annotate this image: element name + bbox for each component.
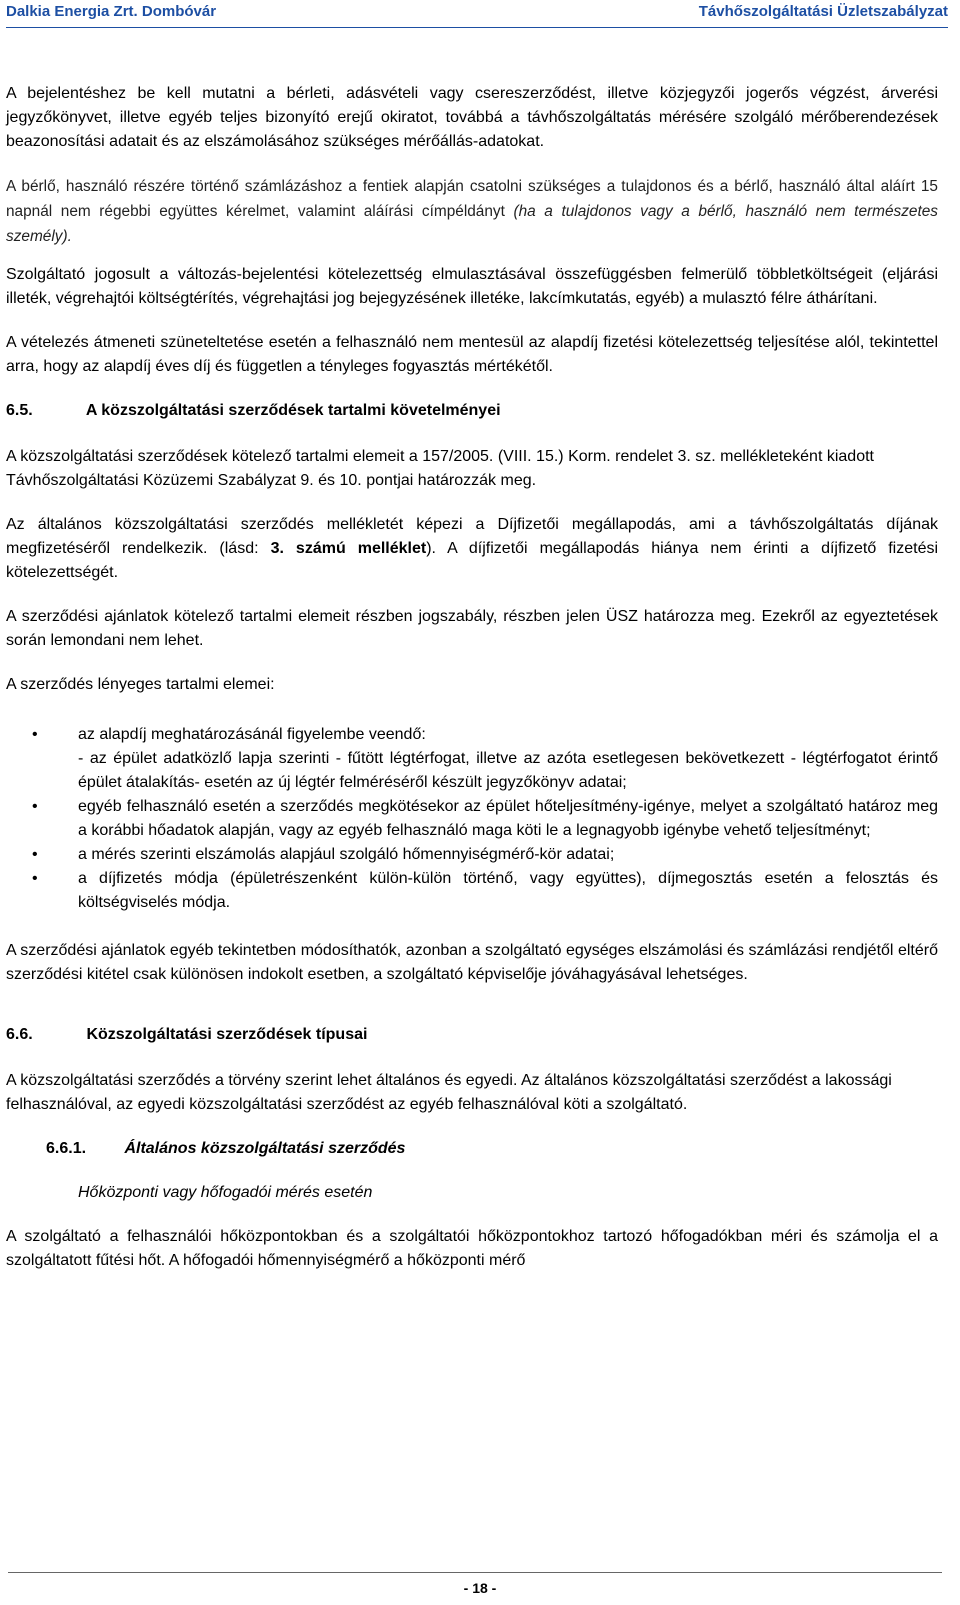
section-number: 6.5. [6, 402, 33, 419]
page-number: - 18 - [463, 1580, 497, 1596]
section-title: Általános közszolgáltatási szerződés [124, 1140, 406, 1157]
payer-agreement-text: Az általános közszolgáltatási szerződés mellékletét képezi a Díjfizetői megállapodás, ami a távhőszolgáltatás díjának megfizetéséről rendelkezik. (lásd: [6, 516, 938, 557]
section-6-6-1-heading [46, 1137, 938, 1161]
bullet-icon: • [32, 798, 38, 815]
bullet-icon: • [32, 870, 38, 887]
list-item-text: egyéb felhasználó esetén a szerződés megkötésekor az épület hőteljesítmény-igénye, melyet a szolgáltató határoz meg a korábbi hőadatok alapján, vagy az egyéb felhasználó maga köti le a legnagyobb igénybe vehető teljesítményt; [78, 798, 938, 839]
section-title: Közszolgáltatási szerződések típusai [86, 1026, 368, 1043]
document-title: Távhőszolgáltatási Üzletszabályzat [698, 3, 948, 20]
list-item-text: az alapdíj meghatározásánál figyelembe veendő: [78, 726, 426, 743]
footer-rule [8, 1572, 942, 1573]
paragraph-mandatory-elements: A közszolgáltatási szerződések kötelező tartalmi elemeit a 157/2005. (VIII. 15.) Korm. rendelet 3. sz. mellékleteként kiadott Távhőszolgáltatási Közüzemi Szabályzat 9. és 10. pontjai határozzák meg. [6, 448, 874, 489]
list-item [6, 843, 938, 867]
measurement-subheading: Hőközponti vagy hőfogadói mérés esetén [78, 1184, 373, 1201]
paragraph-notification: A bejelentéshez be kell mutatni a bérleti, adásvételi vagy csereszerződést, illetve közjegyzői jogerős végzést, árverési jegyzőkönyvet, illetve egyéb teljes bizonyító erejű okiratot, továbbá a távhőszolgáltatás mérésére szolgáló mérőberendezések beazonosítási adatait és az elszámolásához szükséges mérőállás-adatokat. [6, 85, 938, 150]
list-item [6, 795, 938, 843]
page-header [6, 0, 948, 28]
list-item-continuation: - az épület adatközlő lapja szerinti - fűtött légtérfogat, illetve az azóta esetlegesen bekövetkezett - légtérfogatot érintő épület átalakítás- esetén az új légtér felméréséről készült jegyzőkönyv adatai; [78, 750, 938, 791]
section-number: 6.6. [6, 1026, 33, 1043]
paragraph-offer-modification: A szerződési ajánlatok egyéb tekintetben módosíthatók, azonban a szolgáltató egységes elszámolási és számlázási rendjétől eltérő szerződési kitétel csak különösen indokolt esetben, a szolgáltató képviselője jóváhagyásával lehetséges. [6, 942, 938, 983]
document-body [6, 82, 938, 1293]
paragraph-tenant-billing [6, 174, 938, 249]
annex-reference: 3. számú melléklet [270, 540, 427, 557]
paragraph-measurement: A szolgáltató a felhasználói hőközpontokban és a szolgáltatói hőközpontokhoz tartozó hőfogadókban méri és számolja el a szolgáltatott fűtési hőt. A hőfogadói hőmennyiségmérő a hőközponti mérő [6, 1228, 938, 1269]
payer-agreement-text-end: ). A díjfizetői megállapodás hiánya nem érinti a díjfizető fizetési kötelezettségét. [6, 540, 939, 581]
paragraph-extra-costs: Szolgáltató jogosult a változás-bejelentési kötelezettség elmulasztásával összefüggésben felmerülő többletköltségeit (eljárási illeték, végrehajtói költségtérítés, végrehajtási jog bejegyzésének illetéke, lakcímkutatás, egyéb) a mulasztó félre áthárítani. [6, 266, 938, 307]
header-rule [6, 27, 948, 28]
tenant-billing-text: A bérlő, használó részére történő számlázáshoz a fentiek alapján csatolni szükséges a tulajdonos és a bérlő, használó által aláírt 15 napnál nem régebbi együttes kérelmet, valamint aláírási címpéldányt [6, 178, 938, 220]
bullet-icon: • [32, 726, 38, 743]
tenant-billing-italic: (ha a tulajdonos vagy a bérlő, használó nem természetes személy). [6, 203, 938, 245]
section-number: 6.6.1. [46, 1140, 87, 1157]
section-6-6-heading [6, 1023, 938, 1047]
essential-elements-list [6, 723, 938, 915]
paragraph-suspension: A vételezés átmeneti szüneteltetése esetén a felhasználó nem mentesül az alapdíj fizetési kötelezettség teljesítése alól, tekintettel arra, hogy az alapdíj éves díj és független a tényleges fogyasztás mértékétől. [6, 334, 938, 375]
section-6-5-heading [6, 399, 938, 423]
list-item [6, 723, 938, 795]
list-item-text: a mérés szerinti elszámolás alapjául szolgáló hőmennyiségmérő-kör adatai; [78, 846, 615, 863]
list-item [6, 867, 938, 915]
bullet-icon: • [32, 846, 38, 863]
paragraph-payer-agreement [6, 513, 938, 585]
paragraph-offer-elements: A szerződési ajánlatok kötelező tartalmi elemeit részben jogszabály, részben jelen ÜSZ határozza meg. Ezekről az egyeztetések során lemondani nem lehet. [6, 608, 938, 649]
section-title: A közszolgáltatási szerződések tartalmi követelményei [85, 402, 501, 419]
company-name: Dalkia Energia Zrt. Dombóvár [6, 3, 217, 20]
list-item-text: a díjfizetés módja (épületrészenként külön-külön történő, vagy együttes), díjmegosztás esetén a felosztás és költségviselés módja. [78, 870, 938, 911]
paragraph-essential-elements: A szerződés lényeges tartalmi elemei: [6, 676, 275, 693]
paragraph-contract-types: A közszolgáltatási szerződés a törvény szerint lehet általános és egyedi. Az általános közszolgáltatási szerződést a lakossági felhasználóval, az egyedi közszolgáltatási szerződést az egyéb felhasználóval köti a szolgáltató. [6, 1072, 892, 1113]
